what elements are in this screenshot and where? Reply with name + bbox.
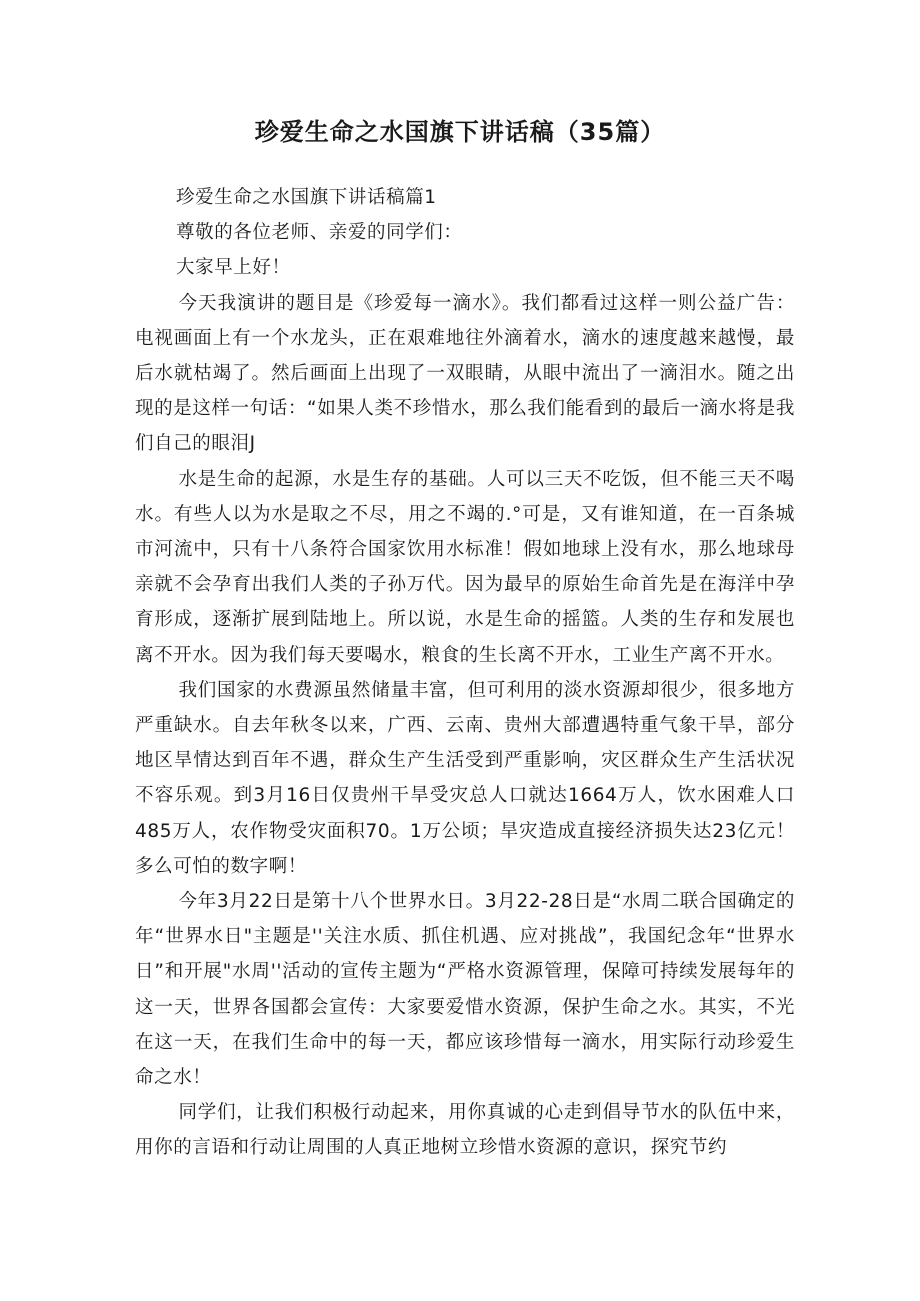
document-title: 珍爱生命之水国旗下讲话稿（35篇） xyxy=(254,118,666,146)
section-heading: 珍爱生命之水国旗下讲话稿篇1 xyxy=(176,187,437,208)
salutation: 尊敬的各位老师、亲爱的同学们： xyxy=(176,222,463,244)
paragraph-4: 今年3月22日是第十八个世界水日。3月22-28日是“水周二联合国确定的年“世界水日"主题是''关注水质、抓住机遇、应对挑战”，我国纪念年“世界水日”和开展"水周''活动的宣传主题为“严格水资源管理，保障可持续发展每年的这一天，世界各国都会宣传：大家要爱惜水资源，保护生命之水。其实，不光在这一天，在我们生命中的每一天，都应该珍惜每一滴水，用实际行动珍爱生命之水！ xyxy=(135,891,795,1089)
paragraph-1: 今天我演讲的题目是《珍爱每一滴水》。我们都看过这样一则公益广告：电视画面上有一个水龙头，正在艰难地往外滴着水，滴水的速度越来越慢，最后水就枯竭了。然后画面上出现了一双眼睛，从眼中流出了一滴泪水。随之出现的是这样一句话：“如果人类不珍惜水，那么我们能看到的最后一滴水将是我们自己的眼泪J xyxy=(135,292,795,455)
paragraph-3: 我们国家的水费源虽然储量丰富，但可利用的淡水资源却很少，很多地方严重缺水。自去年秋冬以来，广西、云南、贵州大部遭遇特重气象干旱，部分地区旱情达到百年不遇，群众生产生活受到严重影响，灾区群众生产生活状况不容乐观。到3月16日仅贵州干旱受灾总人口就达1664万人，饮水困难人口485万人，农作物受灾面积70。1万公顷；旱灾造成直接经济损失达23亿元！多么可怕的数字啊！ xyxy=(135,679,795,877)
paragraph-2: 水是生命的起源，水是生存的基础。人可以三天不吃饭，但不能三天不喝水。有些人以为水是取之不尽，用之不竭的.°可是，又有谁知道，在一百条城市河流中，只有十八条符合国家饮用水标准！假如地球上没有水，那么地球母亲就不会孕育出我们人类的子孙万代。因为最早的原始生命首先是在海洋中孕育形成，逐渐扩展到陆地上。所以说，水是生命的摇篮。人类的生存和发展也离不开水。因为我们每天要喝水，粮食的生长离不开水，工业生产离不开水。 xyxy=(135,468,795,666)
document-body xyxy=(135,180,795,1166)
paragraph-5: 同学们，让我们积极行动起来，用你真诚的心走到倡导节水的队伍中来，用你的言语和行动让周围的人真正地树立珍惜水资源的意识，探究节约 xyxy=(135,1102,795,1159)
greeting: 大家早上好！ xyxy=(176,257,291,279)
